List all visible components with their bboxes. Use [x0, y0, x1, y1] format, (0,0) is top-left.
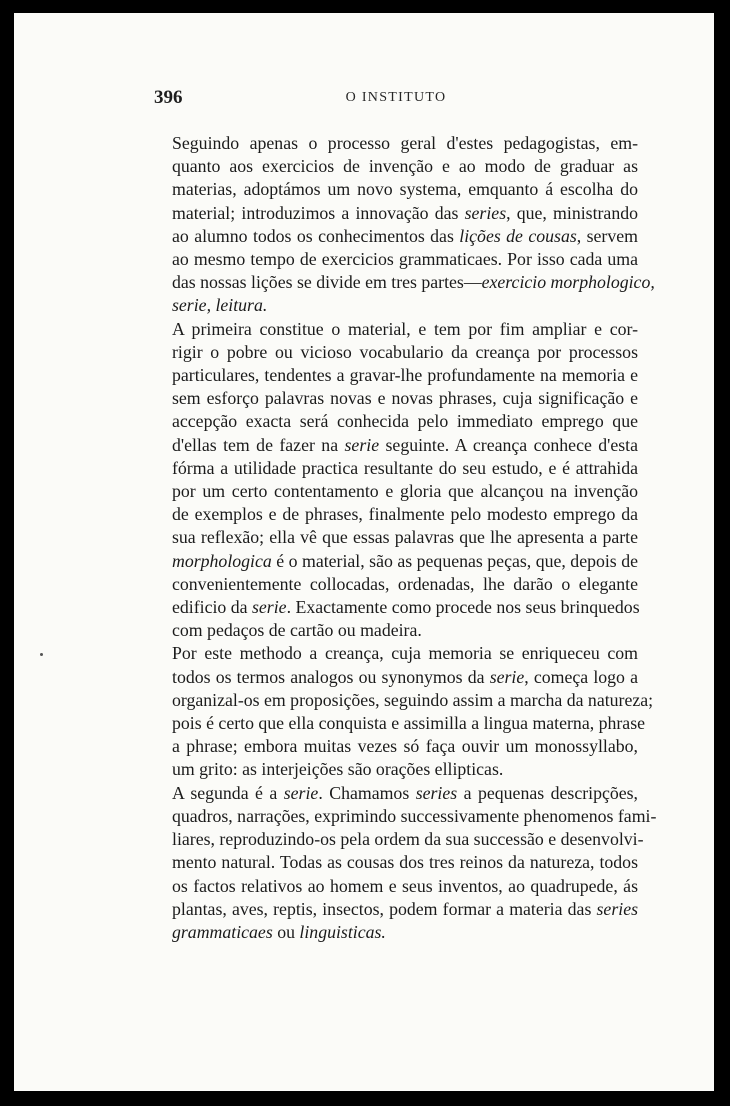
text-line: serie, leitura. — [172, 295, 268, 316]
text-line: A primeira constitue o material, e tem por fim ampliar e cor- — [172, 318, 638, 339]
text-line: ao mesmo tempo de exercicios grammaticaes. Por isso cada uma — [172, 249, 638, 270]
text-line: A segunda é a serie. Chamamos series a pequenas descripções, — [172, 782, 638, 803]
text-line: quadros, narrações, exprimindo successivamente phenomenos fami- — [172, 805, 657, 826]
text-line: quanto aos exercicios de invenção e ao modo de graduar as — [172, 156, 638, 177]
text-line: por um certo contentamento e gloria que alcançou na invenção — [172, 481, 638, 502]
paragraph-1 — [154, 132, 655, 318]
text-line: rigir o pobre ou vicioso vocabulario da creança por processos — [172, 341, 638, 362]
text-line: Por este methodo a creança, cuja memoria se enriqueceu com — [172, 643, 638, 664]
text-line: pois é certo que ella conquista e assimilla a lingua materna, phrase — [172, 713, 646, 734]
page-number: 396 — [154, 87, 183, 108]
text-line: os factos relativos ao homem e seus inventos, ao quadrupede, ás — [172, 875, 638, 896]
paragraph-2 — [154, 318, 638, 643]
running-title: O INSTITUTO — [345, 90, 447, 105]
text-line: material; introduzimos a innovação das series, que, ministrando — [172, 202, 638, 223]
text-line: edificio da serie. Exactamente como procede nos seus brinquedos — [172, 597, 640, 618]
running-header — [154, 87, 638, 113]
text-line: morphologica é o material, são as pequenas peças, que, depois de — [172, 550, 638, 571]
text-line: liares, reproduzindo-os pela ordem da sua successão e desenvolvi- — [172, 829, 644, 850]
text-line: com pedaços de cartão ou madeira. — [172, 620, 422, 641]
text-line: a phrase; embora muitas vezes só faça ouvir um monossyllabo, — [172, 736, 638, 757]
text-line: de exemplos e de phrases, finalmente pelo modesto emprego da — [172, 504, 638, 525]
text-line: mento natural. Todas as cousas dos tres reinos da natureza, todos — [172, 852, 638, 873]
text-line: organizal-os em proposições, seguindo assim a marcha da natureza; — [172, 689, 654, 710]
text-line: convenientemente collocadas, ordenadas, lhe darão o elegante — [172, 573, 638, 594]
paragraph-3 — [154, 642, 654, 781]
text-line: sem esforço palavras novas e novas phrases, cuja significação e — [172, 388, 638, 409]
text-line: particulares, tendentes a gravar-lhe profundamente na memoria e — [172, 365, 638, 386]
text-line: d'ellas tem de fazer na serie seguinte. A creança conhece d'esta — [172, 434, 639, 455]
text-line: fórma a utilidade practica resultante do seu estudo, e é attrahida — [172, 457, 638, 478]
book-page — [14, 13, 714, 1091]
paragraph-4 — [154, 782, 657, 944]
text-line: materias, adoptámos um novo systema, emquanto á escolha do — [172, 179, 638, 200]
text-line: ao alumno todos os conhecimentos das lições de cousas, servem — [172, 225, 638, 246]
text-line: grammaticaes ou linguisticas. — [172, 921, 386, 942]
text-line: accepção exacta será conhecida pelo immediato emprego que — [172, 411, 638, 432]
text-line: sua reflexão; ella vê que essas palavras que lhe apresenta a parte — [172, 527, 638, 548]
text-line: Seguindo apenas o processo geral d'estes pedagogistas, em- — [172, 133, 638, 153]
body-text — [154, 132, 657, 944]
text-line: todos os termos analogos ou synonymos da serie, começa logo a — [172, 666, 639, 687]
ink-speck — [40, 653, 43, 656]
text-line: um grito: as interjeições são orações ellipticas. — [172, 759, 504, 780]
text-line: plantas, aves, reptis, insectos, podem formar a materia das series — [172, 898, 638, 919]
text-line: das nossas lições se divide em tres partes—exercicio morphologico, — [172, 272, 655, 293]
